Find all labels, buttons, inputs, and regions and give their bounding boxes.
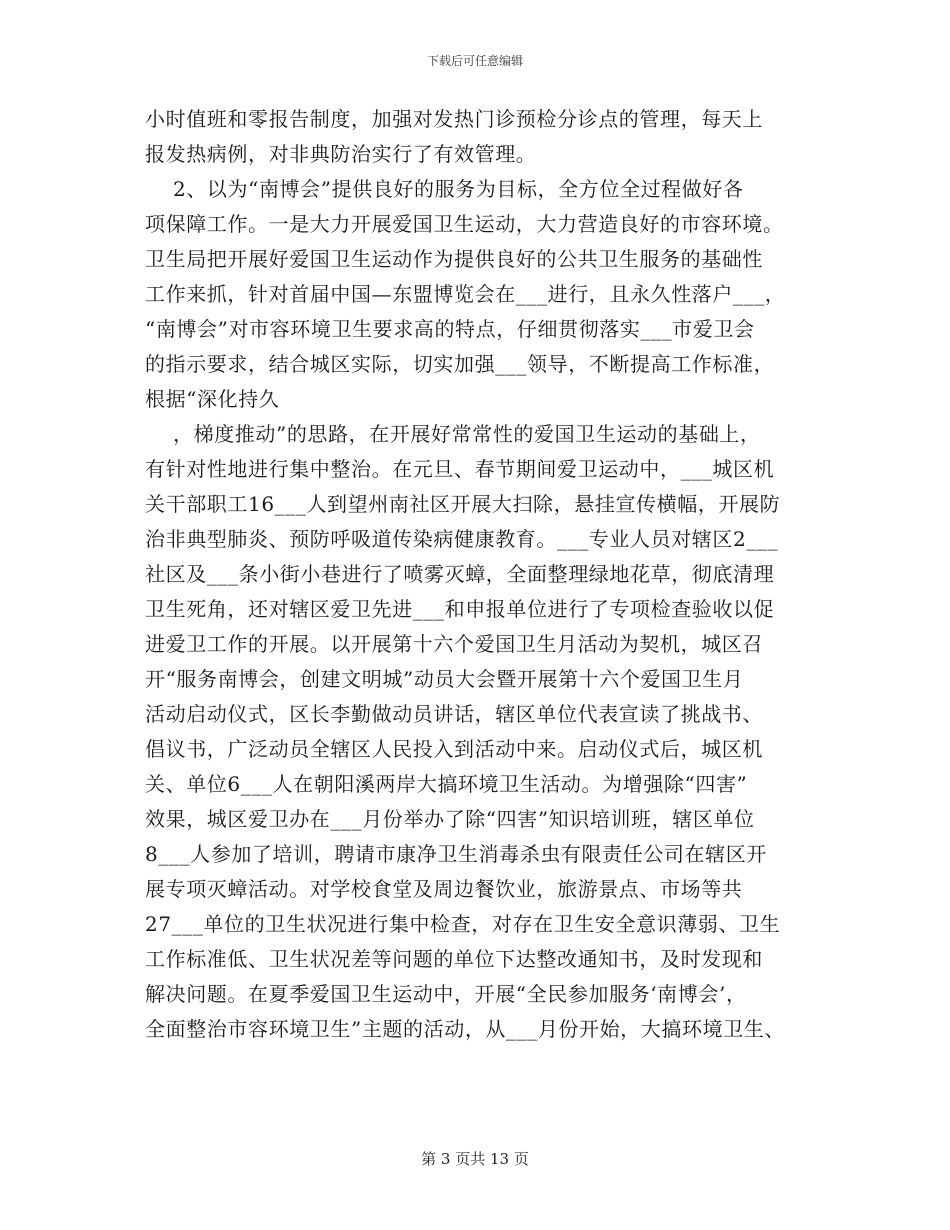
text-line: ，梯度推动”的思路，在开展好常常性的爱国卫生运动的基础上， (173, 422, 761, 446)
text-line: 有针对性地进行集中整治。在元旦、春节期间爱卫运动中，___城区机 (145, 457, 775, 481)
page-footer: 第 3 页共 13 页 (421, 1150, 529, 1168)
text-line: 项保障工作。一是大力开展爱国卫生运动，大力营造良好的市容环境。 (145, 212, 784, 236)
text-line: 关干部职工16___人到望州南社区开展大扫除，悬挂宣传横幅，开展防 (145, 492, 781, 516)
text-line: 卫生死角，还对辖区爱卫先进___和申报单位进行了专项检查验收以促 (145, 597, 775, 621)
text-line: 倡议书，广泛动员全辖区人民投入到活动中来。启动仪式后，城区机 (145, 737, 763, 761)
text-line: 全面整治市容环境卫生”主题的活动，从___月份开始，大搞环境卫生、 (145, 1017, 786, 1041)
text-line: 27___单位的卫生状况进行集中检查，对存在卫生安全意识薄弱、卫生 (145, 912, 781, 936)
text-line: 效果，城区爱卫办在___月份举办了除“四害”知识培训班，辖区单位 (145, 807, 755, 831)
text-line: 报发热病例，对非典防治实行了有效管理。 (145, 142, 537, 166)
text-line: 小时值班和零报告制度，加强对发热门诊预检分诊点的管理，每天上 (145, 107, 763, 131)
text-line: 的指示要求，结合城区实际，切实加强___领导，不断提高工作标准， (145, 352, 775, 376)
text-line: 进爱卫工作的开展。以开展第十六个爱国卫生月活动为契机，城区召 (145, 632, 763, 656)
text-line: 展专项灭蟑活动。对学校食堂及周边餐饮业，旅游景点、市场等共 (145, 877, 743, 901)
text-line: 卫生局把开展好爱国卫生运动作为提供良好的公共卫生服务的基础性 (145, 247, 763, 271)
text-line: 工作来抓，针对首届中国—东盟博览会在___进行，且永久性落户___， (145, 282, 786, 306)
text-line: 开“服务南博会，创建文明城”动员大会暨开展第十六个爱国卫生月 (145, 667, 744, 691)
text-line: 解决问题。在夏季爱国卫生运动中，开展“全民参加服务‘南博会’， (145, 982, 747, 1006)
text-line: 关、单位6___人在朝阳溪两岸大搞环境卫生活动。为增强除“四害” (145, 772, 748, 796)
text-line: 治非典型肺炎、预防呼吸道传染病健康教育。___专业人员对辖区2___ (145, 527, 779, 551)
text-line: 工作标准低、卫生状况差等问题的单位下达整改通知书，及时发现和 (145, 947, 763, 971)
text-line: 2、以为“南博会”提供良好的服务为目标，全方位全过程做好各 (173, 177, 744, 201)
text-line: 社区及___条小街小巷进行了喷雾灭蟑，全面整理绿地花草，彻底清理 (145, 562, 775, 586)
text-line: “南博会”对市容环境卫生要求高的特点，仔细贯彻落实___市爱卫会 (145, 317, 755, 341)
page-header: 下载后可任意编辑 (426, 54, 523, 68)
text-line: 根据“深化持久 (145, 387, 280, 411)
text-line: 8___人参加了培训，聘请市康净卫生消毒杀虫有限责任公司在辖区开 (145, 842, 767, 866)
text-line: 活动启动仪式，区长李勤做动员讲话，辖区单位代表宣读了挑战书、 (145, 702, 763, 726)
document-body (145, 102, 845, 1047)
